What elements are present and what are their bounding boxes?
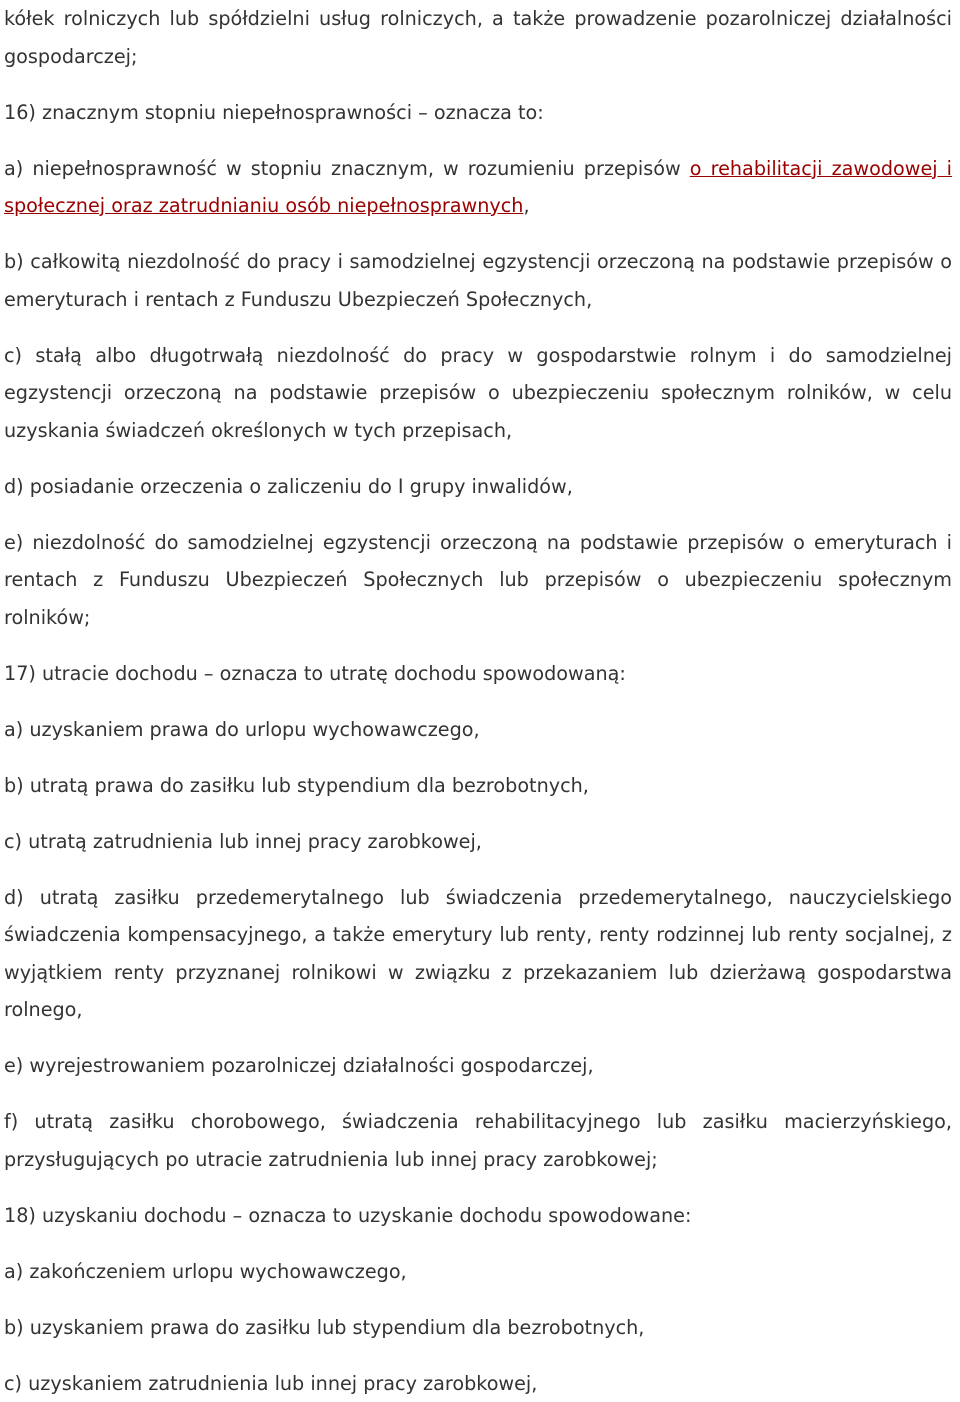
paragraph-18a: a) zakończeniem urlopu wychowawczego, xyxy=(4,1259,407,1283)
paragraph-17d: d) utratą zasiłku przedemerytalnego lub świadczenia przedemerytalnego, nauczycielskiego świadczenia kompensacyjnego, a także emerytury lub renty, renty rodzinnej lub renty socjalnej, z wyjątkiem renty przyznanej rolnikowi w związku z przekazaniem lub dzierżawą gospodarstwa rolnego, xyxy=(4,885,952,1021)
paragraph-17b: b) utratą prawa do zasiłku lub stypendium dla bezrobotnych, xyxy=(4,773,589,797)
paragraph-17-heading: 17) utracie dochodu – oznacza to utratę dochodu spowodowaną: xyxy=(4,661,626,685)
paragraph-16a-suffix: , xyxy=(523,194,530,217)
paragraph-16e: e) niezdolność do samodzielnej egzystencji orzeczoną na podstawie przepisów o emeryturach i rentach z Funduszu Ubezpieczeń Społecznych lub przepisów o ubezpieczeniu społecznym rolników; xyxy=(4,530,952,629)
paragraph-18b: b) uzyskaniem prawa do zasiłku lub stypendium dla bezrobotnych, xyxy=(4,1315,645,1339)
paragraph-18-heading: 18) uzyskaniu dochodu – oznacza to uzyskanie dochodu spowodowane: xyxy=(4,1203,692,1227)
paragraph-18c: c) uzyskaniem zatrudnienia lub innej pracy zarobkowej, xyxy=(4,1371,538,1395)
paragraph-16b: b) całkowitą niezdolność do pracy i samodzielnej egzystencji orzeczoną na podstawie przepisów o emeryturach i rentach z Funduszu Ubezpieczeń Społecznych, xyxy=(4,250,952,311)
document-body xyxy=(4,0,952,1402)
paragraph-17f: f) utratą zasiłku chorobowego, świadczenia rehabilitacyjnego lub zasiłku macierzyńskiego, przysługujących po utracie zatrudnienia lub innej pracy zarobkowej; xyxy=(4,1110,952,1171)
paragraph-17e: e) wyrejestrowaniem pozarolniczej działalności gospodarczej, xyxy=(4,1054,594,1077)
rehabilitation-act-link[interactable]: o rehabilitacji zawodowej i społecznej oraz zatrudnianiu osób niepełnosprawnych xyxy=(4,156,953,217)
paragraph-continuation: kółek rolniczych lub spółdzielni usług rolniczych, a także prowadzenie pozarolniczej działalności gospodarczej; xyxy=(4,7,952,68)
paragraph-16a-text: a) niepełnosprawność w stopniu znacznym, w rozumieniu przepisów xyxy=(4,156,690,180)
paragraph-17c: c) utratą zatrudnienia lub innej pracy zarobkowej, xyxy=(4,829,482,853)
paragraph-16c: c) stałą albo długotrwałą niezdolność do pracy w gospodarstwie rolnym i do samodzielnej egzystencji orzeczoną na podstawie przepisów o ubezpieczeniu społecznym rolników, w celu uzyskania świadczeń określonych w tych przepisach, xyxy=(4,343,952,442)
paragraph-16-heading: 16) znacznym stopniu niepełnosprawności – oznacza to: xyxy=(4,100,544,124)
paragraph-16a xyxy=(4,150,952,225)
paragraph-16d: d) posiadanie orzeczenia o zaliczeniu do I grupy inwalidów, xyxy=(4,474,573,498)
paragraph-17a: a) uzyskaniem prawa do urlopu wychowawczego, xyxy=(4,717,480,741)
